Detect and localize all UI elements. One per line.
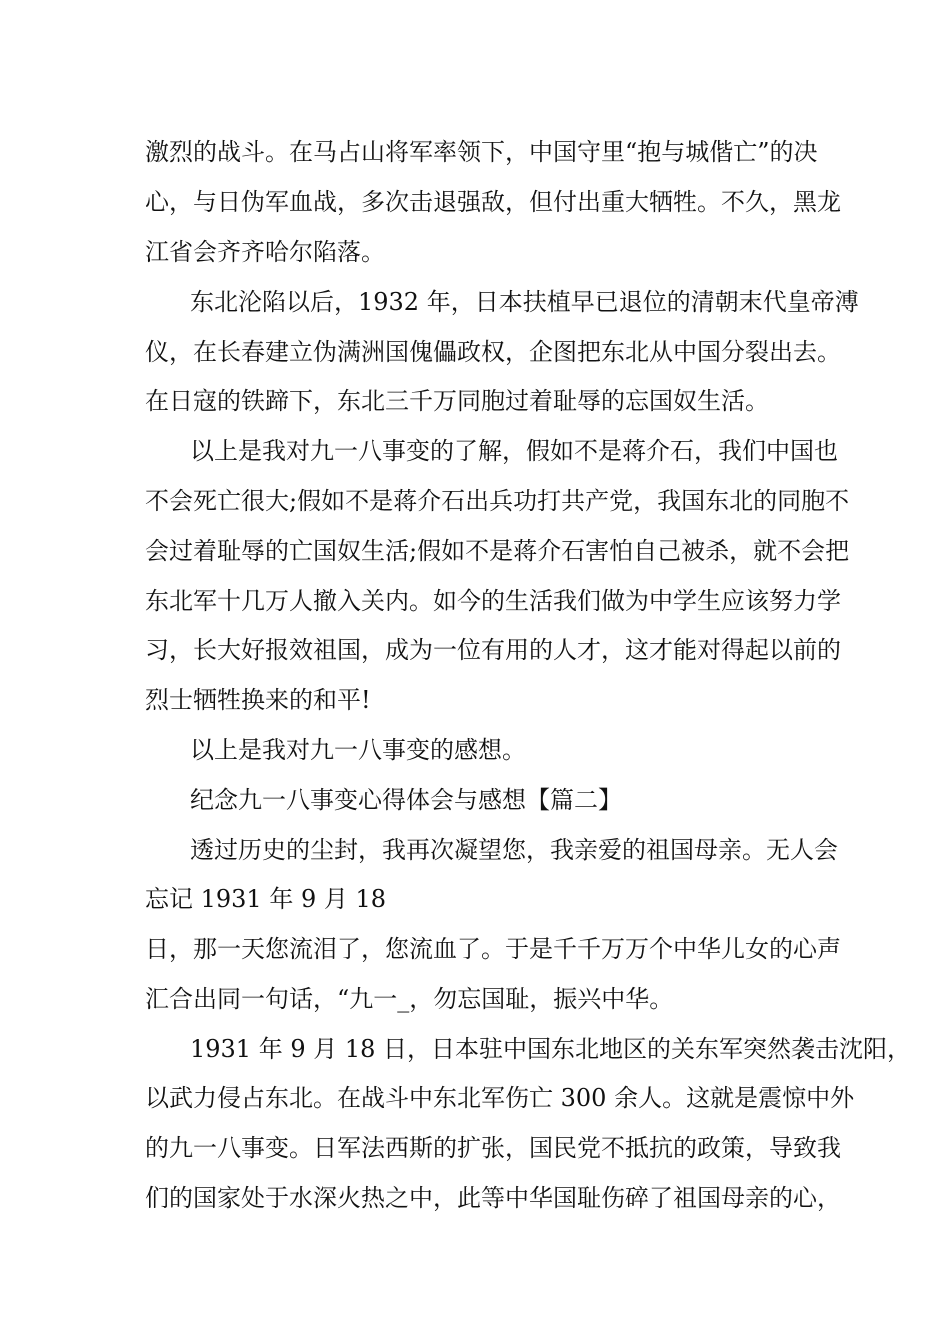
text-line: 汇合出同一句话，“九一_，勿忘国耻，振兴中华。 [145,985,674,1013]
text-line: 忘记 1931 年 9 月 18 [145,885,387,913]
text-line: 会过着耻辱的亡国奴生活;假如不是蒋介石害怕自己被杀，就不会把 [145,537,850,565]
text-line: 烈士牺牲换来的和平! [145,686,371,714]
text-line: 仪，在长春建立伪满洲国傀儡政权，企图把东北从中国分裂出去。 [145,338,841,366]
text-line: 激烈的战斗。在马占山将军率领下，中国守里“抱与城偕亡”的决 [145,138,818,166]
section-heading: 纪念九一八事变心得体会与感想【篇二】 [190,786,622,814]
text-line: 们的国家处于水深火热之中，此等中华国耻伤碎了祖国母亲的心， [145,1184,841,1212]
text-line: 日，那一天您流泪了，您流血了。于是千千万万个中华儿女的心声 [145,935,841,963]
text-line: 透过历史的尘封，我再次凝望您，我亲爱的祖国母亲。无人会 [190,836,838,864]
text-line: 的九一八事变。日军法西斯的扩张，国民党不抵抗的政策，导致我 [145,1134,841,1162]
text-line: 以上是我对九一八事变的感想。 [190,736,526,764]
text-line: 东北军十几万人撤入关内。如今的生活我们做为中学生应该努力学 [145,587,841,615]
text-line: 东北沦陷以后，1932 年，日本扶植早已退位的清朝末代皇帝溥 [190,288,859,316]
text-line: 不会死亡很大;假如不是蒋介石出兵功打共产党，我国东北的同胞不 [145,487,850,515]
text-line: 心，与日伪军血战，多次击退强敌，但付出重大牺牲。不久，黑龙 [145,188,841,216]
text-line: 江省会齐齐哈尔陷落。 [145,238,385,266]
text-line: 习，长大好报效祖国，成为一位有用的人才，这才能对得起以前的 [145,636,841,664]
text-line: 在日寇的铁蹄下，东北三千万同胞过着耻辱的忘国奴生活。 [145,387,769,415]
text-line: 以上是我对九一八事变的了解，假如不是蒋介石，我们中国也 [190,437,838,465]
text-line: 1931 年 9 月 18 日，日本驻中国东北地区的关东军突然袭击沈阳， [190,1035,912,1063]
text-line: 以武力侵占东北。在战斗中东北军伤亡 300 余人。这就是震惊中外 [145,1084,855,1112]
